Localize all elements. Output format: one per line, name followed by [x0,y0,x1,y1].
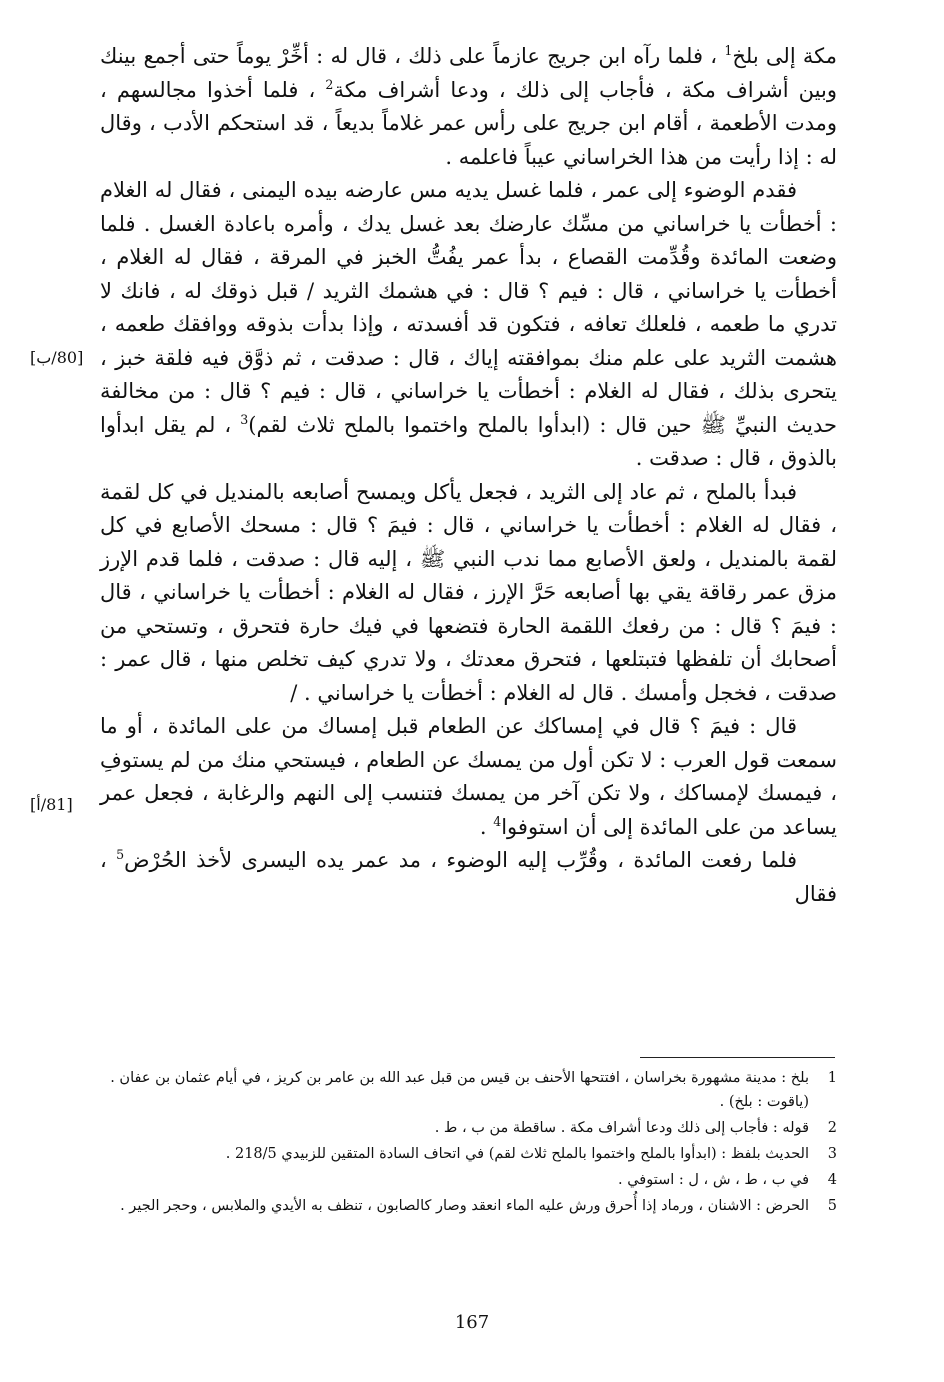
footnote [100,1168,837,1192]
paragraph [100,710,837,844]
paragraph-text: ، فلما رآه ابن جريج عازماً على ذلك ، قال له : أخِّرْ يوماً حتى أجمع بينك وبين أشراف مكة ، فأجاب إلى ذلك ، ودعا أشراف مكة [100,44,837,102]
paragraph-text: ، فقال [100,848,837,906]
footnote-text: بلخ : مدينة مشهورة بخراسان ، افتتحها الأحنف بن قيس من قبل عبد الله بن عامر بن كريز ، في أيام عثمان بن عفان . (ياقوت : بلخ) . [110,1070,809,1110]
paragraph-text: فقدم الوضوء إلى عمر ، فلما غسل يديه مس عارضه بيده اليمنى ، فقال له الغلام : أخطأت يا خراساني من مسِّك عارضك بعد غسل يدك ، وأمره باعادة الغسل . فلما وضعت المائدة وقُدِّمت القصاع ، بدأ عمر يفُتُّ الخبز في المرقة ، فقال له الغلام ، أخطأت يا خراساني ، قال : فيم ؟ قال : في هشمك الثريد / قبل ذوقك له ، فانك لا تدري ما طعمه ، فلعلك تعافه ، فتكون قد أفسدته ، وإذا بدأت بذوقه ووافقك طعمه ، هشمت الثريد على علم منك بموافقته إياك ، قال : صدقت ، ثم ذوَّق فيه فلقة خبز ، يتحرى بذلك ، فقال له الغلام : أخطأت يا خراساني ، قال : فيم ؟ قال : من مخالفة حديث النبيِّ ﷺ حين قال : (ابدأوا بالملح واختموا بالملح ثلاث لقم) [100,178,837,437]
paragraph [100,844,837,911]
paragraph-text: قال : فيمَ ؟ قال في إمساكك عن الطعام قبل إمساك من على المائدة ، أو ما سمعت قول العرب : لا تكن أول من يمسك عن الطعام ، فيستحي منك من لم يستوفِ ، فيمسك لإمساكك ، ولا تكن آخر من يمسك فتنسب إلى النهم والرغابة ، فجعل عمر يساعد من على المائدة إلى أن استوفوا [100,714,837,839]
footnote-reference: 1 [724,43,733,58]
footnote [100,1142,837,1166]
footnote-text: قوله : فأجاب إلى ذلك ودعا أشراف مكة . ساقطة من ب ، ط . [434,1120,809,1136]
paragraph [100,40,837,174]
page-number: 167 [454,1312,490,1333]
footnote-number: 2 [827,1120,837,1136]
footnote-number: 3 [827,1146,837,1162]
main-text [100,40,837,911]
margin-folio-note: [81/أ] [30,795,73,814]
footnote-separator [640,1057,835,1058]
footnote-reference: 5 [116,847,125,862]
paragraph-text: ، لم يقل ابدأوا بالذوق ، قال : صدقت . [100,412,837,470]
footnote-reference: 3 [240,411,249,427]
footnote-text: الحديث بلفظ : (ابدأوا بالملح واختموا بالملح ثلاث لقم) في اتحاف السادة المتقين للزبيدي 218/5 . [225,1146,809,1162]
footnote-number: 5 [827,1198,837,1214]
paragraph-text: فلما رفعت المائدة ، وقُرِّب إليه الوضوء ، مد عمر يده اليسرى لأخذ الحُرْض [124,848,797,872]
paragraph-text: فبدأ بالملح ، ثم عاد إلى الثريد ، فجعل يأكل ويمسح أصابعه بالمنديل في كل لقمة ، فقال له الغلام : أخطأت يا خراساني ، قال : فيمَ ؟ قال : مسحك الأصابع في كل لقمة بالمنديل ، ولعق الأصابع مما ندب النبي ﷺ ، إليه قال : صدقت ، فلما قدم الإرز مزق عمر رقاقة يقي بها أصابعه حَرَّ الإرز ، فقال له الغلام : أخطأت يا خراساني ، قال : فيمَ ؟ قال : من رفعك اللقمة الحارة فتضعها في فيك حارة فتحرق ، وتستحي من أصحابك أن تلفظها فتبتلعها ، فتحرق معدتك ، ولا تدري كيف تخلص منها ، قال عمر : صدقت ، فخجل وأمسك . قال له الغلام : أخطأت يا خراساني . / [100,479,837,705]
footnote [100,1066,837,1114]
footnote-number: 1 [827,1070,837,1086]
paragraph-text: ، فلما أخذوا مجالسهم ، ومدت الأطعمة ، أقام ابن جريج على رأس عمر غلاماً بديعاً ، قد استحكم الأدب ، وقال له : إذا رأيت من هذا الخراساني عيباً فاعلمه . [100,77,837,169]
footnote-number: 4 [827,1172,837,1188]
footnote-reference: 2 [325,76,334,92]
footnotes [100,1066,837,1220]
paragraph-text: مكة إلى بلخ [732,44,838,68]
footnote-text: الحرض : الاشنان ، ورماد إذا أُحرق ورش عليه الماء انعقد وصار كالصابون ، تنظف به الأيدي والملابس ، وحجر الجير . [120,1198,809,1214]
footnote-text: في ب ، ط ، ش ، ل : استوفي . [618,1172,809,1188]
footnote-reference: 4 [493,813,502,829]
footnote [100,1116,837,1140]
margin-folio-note: [80/ب] [30,348,84,367]
paragraph-text: . [479,814,494,839]
paragraph [100,174,837,476]
paragraph [100,476,837,711]
footnote [100,1194,837,1218]
